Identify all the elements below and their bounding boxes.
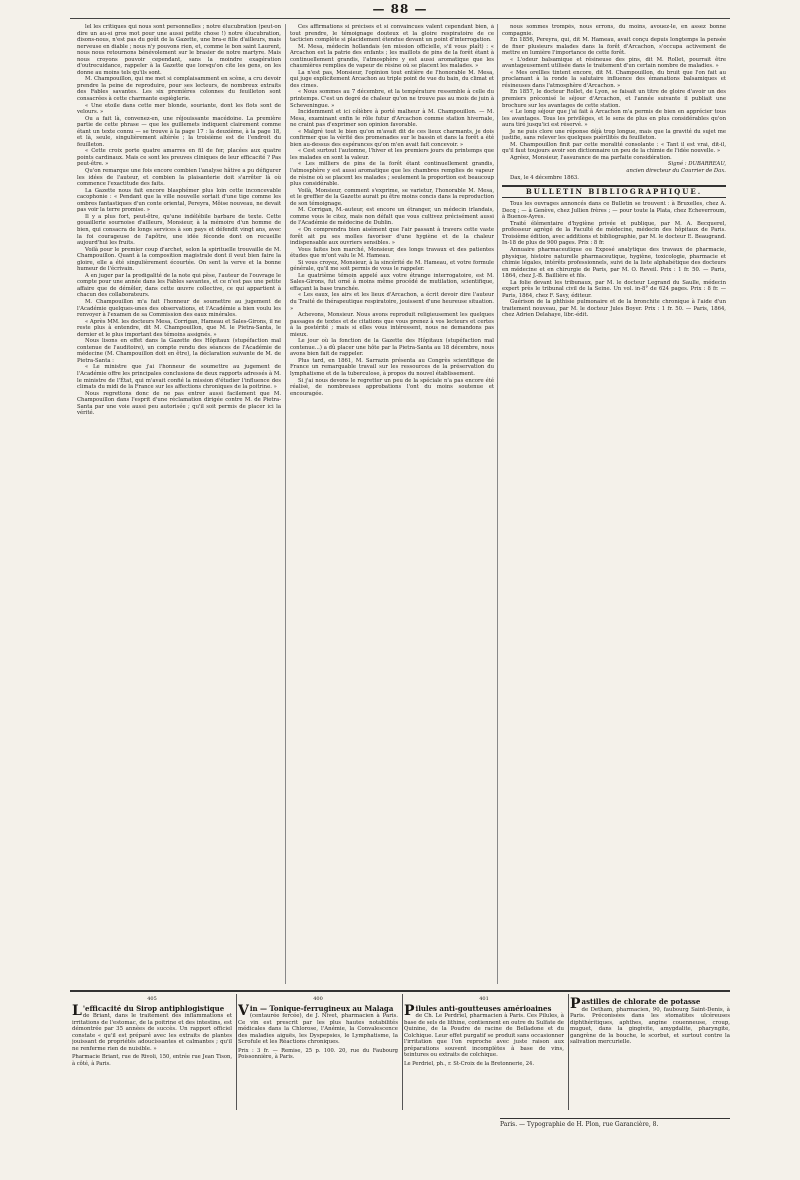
column-1: [77, 24, 281, 984]
paragraph: Achevons, Monsieur. Nous avons reproduit religieusement les quelques passages de textes et de citations que vous prenez à vos lecteurs et certes à la postérité ; mais si elles vous intéressent, nous ne demandons pas mieux.: [290, 312, 494, 338]
paragraph: M. Champouillon, qui me met si complaisamment en scène, a cru devoir prendre la peine de reproduire, pour ses lecteurs, de nombreux extraits des Fables savantes. Les six premières colonnes du feuilleton sont consacrées à cette charmante espièglerie.: [77, 76, 281, 103]
ad-title: in — Tonique-ferrugineux au Malaga: [249, 1003, 394, 1013]
ad-footer: Prix : 3 fr. — Remise, 25 p. 100. 20, rue du Faubourg Poissonnière, à Paris.: [238, 1047, 398, 1060]
paragraph: Le jour où la fonction de la Gazette des Hôpitaux (stupéfaction mal contenue...) a dû placer une hôte par la Pietra-Santa au 18 décembre, nous avons bien fait de rappeler.: [290, 338, 494, 358]
paragraph: Nous regrettons donc de ne pas entrer aussi facilement que M. Champouillon dans l'esprit d'une réclamation dirigée contre M. de Pietra-Santa par une voie aussi peu autorisée ; qu'il soit permis de placer ici la vérité.: [77, 390, 281, 417]
column-2: [290, 24, 494, 984]
paragraph: Ou a fait là, convenez-en, une réjouissante macédoine. La première partie de cette phrase — que les guillemets indiquent clairement comme étant un texte connu — se trouve à la page 17 : la deuxième, à la page 18, et là, seule, singulièrement altérée ; la troisième est de l'endroit du feuilleton.: [77, 115, 281, 148]
paragraph: « Les milliers de pins de la forêt étant continuellement grandis, l'atmosphère y est aussi aromatique que les chambres remplies de vapeur de résine où se placent les malades ; seulement la proportion est beaucoup plus considérable.: [290, 161, 494, 188]
paragraph: « L'odeur balsamique et résineuse des pins, dit M. Rollet, pourrait être avantageusement utilisée dans le traitement d'un certain nombre de maladies. »: [502, 56, 726, 70]
paragraph: Voilà pour le premier coup d'archet, selon la spirituelle trouvaille de M. Champouillon. Quant à la composition magistrale dont il veut bien faire la gloire, elle a été singulièrement écourtée. On sent la verve et la bonne humeur de l'écrivain.: [77, 246, 281, 273]
signature: Signé : DUBARREAU,: [667, 161, 726, 168]
paragraph: « Cette croix porte quatre amarres en fil de fer, placées aux quatre points cardinaux. Mais ce sont les preuves cliniques de leur efficacité ? Pas peut-être. »: [77, 148, 281, 168]
column-divider: [285, 24, 286, 984]
paragraph: A en juger par la prodigalité de la note qui pèse, l'auteur de l'ouvrage le compte pour une année dans les Fables savantes, et ce n'est pas une petite affaire que de démêler, dans cette œuvre collective, ce qui appartient à chacun des collaborateurs.: [77, 272, 281, 299]
paragraph: La n'est pas, Monsieur, l'opinion tout entière de l'honorable M. Mesa, qui juge explicitement Arcachon au triple point de vue du bain, du climat et des cimes.: [290, 69, 494, 89]
paragraph: « On comprendra bien aisément que l'air passant à travers cette vaste forêt ait pu ses molles favoriser d'une hygiène et de la chaleur indispensable aux ouvriers sensibles. »: [290, 226, 494, 247]
paragraph: « Après MM. les docteurs Mesa, Corrigan, Hameau et Sales-Girons, il ne reste plus à entendre, dit M. Champouillon, que M. le Pietra-Santa, le dernier et le plus important des témoins assignés. »: [77, 318, 281, 338]
bulletin-entry: La folie devant les tribunaux, par M. le docteur Legrand du Saulle, médecin expert près le tribunal civil de la Seine. Un vol. in-8° de 624 pages. Prix : 8 fr. — Paris, 1864, chez F. Savy, éditeur.: [502, 279, 726, 299]
paragraph: Qu'on remarque une fois encore combien l'analyse hâtive a pu défigurer les idées de l'auteur, et combien la plaisanterie doit s'arrêter là où commence l'exactitude des faits.: [77, 168, 281, 188]
paragraph: Nous lisons en effet dans la Gazette des Hôpitaux (stupéfaction mal contenue de l'auditoire), un compte rendu des séances de l'Académie de médecine (M. Champouillon doit en être), la déclaration suivante de M. de Pietra-Santa :: [77, 338, 281, 364]
ad-divider: [568, 994, 569, 1110]
ad-pilules: [404, 996, 564, 1112]
bulletin-entry: Guérison de la phthisie pulmonaire et de la bronchite chronique à l'aide d'un traitement nouveau, par M. le docteur Jules Boyer. Prix : 1 fr. 50. — Paris, 1864, chez Adrien Delahaye, libr.-édit.: [502, 299, 726, 319]
paragraph: Il y a plus fort, peut-être, qu'une indélébile barbare de texte. Cette gouaillerie sournoise d'ailleurs, Monsieur, à la mémoire d'un homme de bien, qui consacra de longs services à son pays et défendit vingt ans, avec la foi courageuse de l'apôtre, une idée féconde dont on recueille aujourd'hui les fruits.: [77, 213, 281, 247]
ad-initial: P: [570, 996, 581, 1012]
header-rule: [70, 18, 730, 19]
paragraph: Si j'ai nous devons le regretter un peu de la spéciale n'a pas encore été réalisé, de nombreuses approbations l'ont du moins soutenue et encouragée.: [290, 377, 494, 397]
ad-number: 405: [147, 996, 157, 1002]
paragraph: M. Corrigan, M.-auteur, est encore un étranger, un médecin irlandais, comme vous le citez, mais non défalt que vous cultivez précisément aussi de l'Académie de médecine de Dublin.: [290, 207, 494, 227]
ad-number: 400: [313, 996, 323, 1002]
place-date: Dax, le 4 décembre 1863.: [510, 174, 579, 181]
paragraph: Je ne puis clore une réponse déjà trop longue, mais que la gravité du sujet me justifie, sans relever les quelques puérilités du feuilleton.: [502, 128, 726, 142]
paragraph: lel les critiques qui nous sont personnelles ; notre élucubration (peut-on dire un au-si gros mot pour une aussi petite chose !) notre élucubration, disons-nous, n'est pas du goût de la Gazette, une bra-e fille d'ailleurs, mais nerveuse en diable ; nous n'y pouvons rien, et, comme le bon saint Laurent, nous nous retournons bénévolement sur le brasier de notre martyre. Mais nous croyons pouvoir cependant, sans la moindre exagération d'outrecuidance, rappeler à la Gazette que lorsqu'on cite les gens, on les donne au moins tels qu'ils sont.: [77, 24, 281, 76]
ad-footer: Pharmacie Briant, rue de Rivoli, 150, entrée rue Jean Tison, à côté, à Paris.: [72, 1054, 232, 1067]
paragraph: Le quatrième témoin appelé aux votre étrange interrogatoire, est M. Sales-Girons, fut orné à moins même procédé de mutilation, scientifique, effaçant la base tranchée.: [290, 272, 494, 292]
column-divider: [497, 24, 498, 984]
ad-initial: P: [404, 1002, 415, 1019]
paragraph: Si vous croyez, Monsieur, à la sincérité de M. Hameau, et votre formule générale, qu'il me soit permis de vous le rappeler.: [290, 259, 494, 273]
paragraph: « Malgré tout le bien qu'on m'avait dit de ces lieux charmants, je dois confirmer que la vérité des promenades sur le bassin et dans la forêt a été bien au-dessus des espérances qu'on m'en avait fait concevoir. »: [290, 128, 494, 148]
ad-initial: L: [72, 1002, 82, 1019]
ad-title: 'efficacité du Sirop antiphlogistique: [82, 1003, 225, 1013]
ad-initial: V: [238, 1002, 249, 1019]
column-3: [502, 24, 726, 984]
paragraph: En 1856, Pereyra, qui, dit M. Hameau, avait conçu depuis longtemps la pensée de fixer plusieurs malades dans la forêt d'Arcachon, s'occupa activement de mettre en lumière l'importance de cette forêt.: [502, 37, 726, 57]
ad-body: de Detham, pharmacien, 90, faubourg Saint-Denis, à Paris. Préconisées dans les stomatites ulcéreuses diphthéritiques, aphthes, angine couenneuse, croup, muguet, dans la gingivite, amygdalite, pharyngite, gangrène de la bouche, le scorbut, et surtout contre la salivation mercurielle.: [570, 1006, 730, 1045]
signature-title: ancien directeur du Courrier de Dax.: [626, 168, 726, 175]
ad-sirop: [72, 996, 232, 1112]
ad-footer: Le Perdriel, ph., r. St-Croix de la Bretonnerie, 24.: [404, 1060, 534, 1067]
ad-title: astilles de chlorate de potasse: [581, 997, 701, 1006]
paragraph: Ces affirmations si précises et si convaincues valent cependant bien, à tout prendre, le témoignage douteux et la gloire respiratoire de ce tacticien complète si placidement étendue devant un point d'interrogation.: [290, 24, 494, 44]
paragraph: « Le long séjour que j'ai fait à Arcachon m'a permis de bien en apprécier tous les avantages. Tous les privilèges, et le sens de plus en plus considérables qu'on aura tiré jusqu'ici est réservé. »: [502, 109, 726, 129]
paragraph: En 1857, le docteur Rollet, de Lyon, se faisait un titre de gloire d'avoir un des premiers préconisé le séjour d'Arcachon, et l'année suivante il publiait une brochure sur les avantages de cette station.: [502, 89, 726, 109]
bulletin-entry: Annuaire pharmaceutique ou Exposé analytique des travaux de pharmacie, physique, histoire naturelle pharmaceutique, hygiène, toxicologie, pharmacie et chimie légales, intérêts professionnels, suivi de la liste alphabétique des docteurs en médecine et en chirurgie de Paris, par M. O. Reveil. Prix : 1 fr. 50. — Paris, 1864, chez J.-B. Baillière et fils.: [502, 246, 726, 280]
paragraph: Vous faites bon marché, Monsieur, des longs travaux et des patientes études que m'ont valu le M. Hameau.: [290, 246, 494, 260]
paragraph: « Mes orellles tintent encore, dit M. Champouillon, du bruit que l'on fait au proclamant à la ronde la salutaire influence des émanations balsamiques et résineuses dans l'atmosphère d'Arcachon. »: [502, 69, 726, 89]
ad-divider: [402, 994, 403, 1110]
advertisements: [70, 990, 730, 1116]
paragraph: M. Champouillon finit par cette moralité consolante : « Tant il est vrai, dit-il, qu'il faut toujours avoir son dictionnaire un peu de la chimie de l'idée nouvelle. »: [502, 141, 726, 155]
paragraph: Plus tard, en 1861, M. Sarrazin présenta au Congrès scientifique de France un remarquable travail sur les ressources de la préservation du lymphatisme et de la tuberculose, à propos du nouvel établissement.: [290, 357, 494, 377]
paragraph: « Cest surtout l'automne, l'hiver et les premiers jours du printemps que les malades en sont la valeur.: [290, 148, 494, 161]
page-number: — 88 —: [372, 2, 428, 16]
paragraph: Agréez, Monsieur, l'assurance de ma parfaite considération.: [510, 154, 672, 161]
ad-vin: [238, 996, 398, 1112]
paragraph: « Une etoile dans cette mer blonde, souriante, dont les flots sont de velours. »: [77, 102, 281, 116]
paragraph: M. Champouillon m'a fait l'honneur de soumettre au jugement de l'Académie quelques-unes des observations, et l'Académie a bien voulu les renvoyer à l'examen de sa Commission des eaux minérales.: [77, 298, 281, 319]
bulletin-entry: Traité élémentaire d'hygiène privée et publique, par M. A. Becquerel, professeur agrégé de la Faculté de médecine, médecin des hôpitaux de Paris. Troisième édition, avec additions et bibliographie, par M. le docteur E. Beaugrand. In-18 de plus de 900 pages. Prix : 8 fr.: [502, 220, 726, 247]
bulletin-title: BULLETIN BIBLIOGRAPHIQUE.: [502, 185, 726, 198]
paragraph: « Nous sommes au 7 décembre, et la température ressemble à celle du printemps. C'est un degré de chaleur qu'on ne trouve pas au mois de juin à Scheveningue. »: [290, 89, 494, 109]
bulletin-intro: Tous les ouvrages annoncés dans ce Bulletin se trouvent : à Bruxelles, chez A. Decq ; — à Genève, chez Jullien frères ; — pour toute la Plata, chez Echeverroum, à Buenos-Ayres.: [502, 201, 726, 221]
paragraph: M. Mesa, médecin hollandais (en mission officielle, s'il vous plaît) : « Arcachon est la patrie des enfants ; les maillots de pins de la forêt étant à continuellement grandis, l'atmosphère y est aussi aromatique que les chaumières remplies de vapeur de résine où se placent les malades. »: [290, 43, 494, 70]
paragraph: « Le ministre que j'ai l'honneur de soumettre au jugement de l'Académie offre les principales conclusions de deux rapports adressés à M. le ministre de l'État, qui m'avait confié la mission d'étudier l'influence des climats du midi de la France sur les affections chroniques de la poitrine. »: [77, 364, 281, 391]
imprint: Paris. — Typographie de H. Plon, rue Garancière, 8.: [500, 1118, 730, 1128]
paragraph: Incidemment et ici célèbre à porté malheur à M. Champouillon. — M. Mesa, examinant enfin le rôle futur d'Arcachon comme station hivernale, ne craint pas d'exprimer son opinion favorable.: [290, 109, 494, 129]
ad-body: de Briant, dans le traitement des inflammations et irritations de l'estomac, de la poitrine et des intestins, est démontrée par 35 années de succès. Un rapport officiel constate « qu'il est préparé avec les extraits de plantes jouissant de propriétés adoucissantes et calmantes ; qu'il ne renferme rien de nuisible. »: [72, 1013, 232, 1052]
paragraph: Voilà, Monsieur, comment s'exprime, se varietur, l'honorable M. Mesa, et le greffier de la Gazette aurait pu être moins concis dans la reproduction de son témoignage.: [290, 187, 494, 207]
ad-body: (centaurée fercée), de J. Nivet, pharmacien à Paris. Ce vin est prescrit par les plus hautes notabilités médicales dans la Chlorose, l'Anémie, la Convalescence des maladies aiguës, les Dyspepsies, le Lymphatisme, la Scrofule et les Réactions chroniques.: [238, 1013, 398, 1045]
ad-pastilles: [570, 996, 730, 1112]
ad-title: ilules anti-goutteuses amérioaines: [415, 1003, 552, 1013]
paragraph: « Les eaux, les airs et les lieux d'Arcachon, a écrit devoir dire l'auteur du Traité de thérapeutique respiratoire, jouissent d'une heureuse situation. »: [290, 292, 494, 312]
paragraph: nous sommes trompés, nous errons, du moins, avouez-le, en assez bonne compagnie.: [502, 24, 726, 37]
ad-divider: [236, 994, 237, 1110]
ad-body: de Ch. Le Perdriel, pharmacien à Paris. Ces Pilules, à base de sels de lithine, contiennent en outre du Sulfate de Quinine, de la Poudre de racine de Belladone et du Colchique. Leur effet purgatif se produit sans occasionner l'irritation que l'on reproche avec juste raison aux préparations souvent incomplètes à base de vins, teintures ou extraits de colchique.: [404, 1013, 564, 1058]
paragraph: La Gazette nous fait encore blasphémer plus loin cette inconcevable cacophonie : « Pendant que la ville nouvelle sortait d'une tige comme les ombres fantastiques d'un conte oriental, Pereyra, Môise nouveau, ne devait pas voir la terre promise. »: [77, 187, 281, 214]
ad-number: 401: [479, 996, 489, 1002]
